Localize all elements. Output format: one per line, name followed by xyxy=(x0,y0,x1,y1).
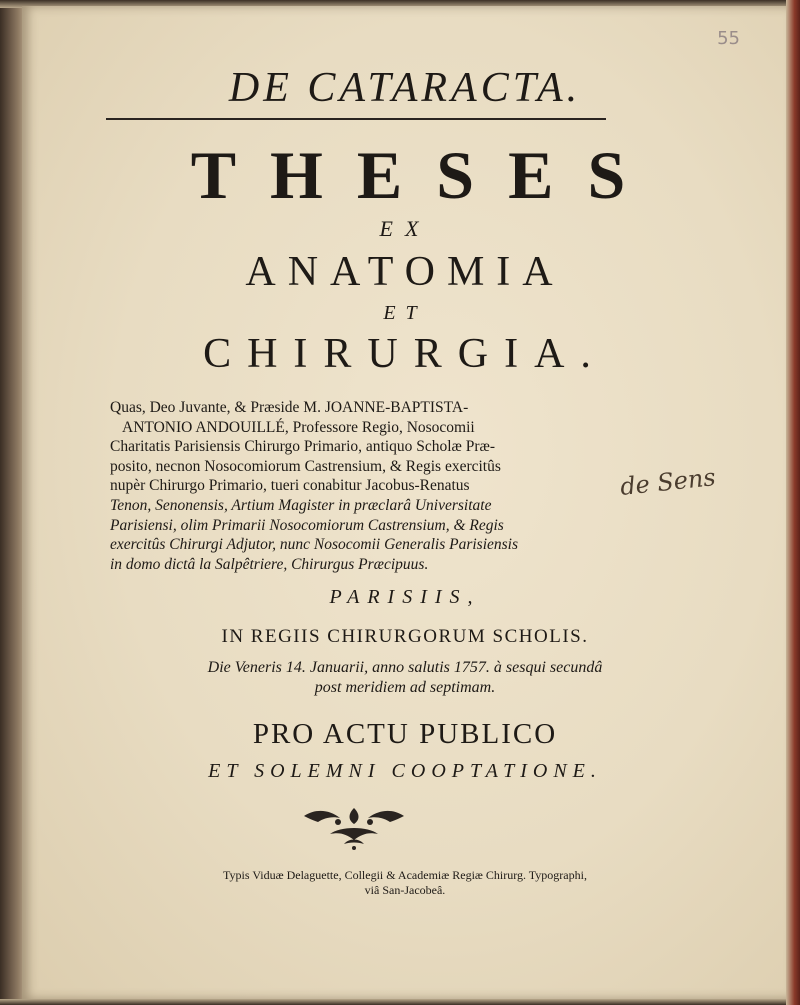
paragraph-line: Tenon, Senonensis, Artium Magister in præclarâ Universitate xyxy=(110,496,492,514)
imprint-line: Typis Viduæ Delaguette, Collegii & Academiæ Regiæ Chirurg. Typographi, xyxy=(223,868,587,882)
date-line: Die Veneris 14. Januarii, anno salutis 1757. à sesqui secundâ xyxy=(207,659,603,676)
handwritten-margin-note: de Sens xyxy=(618,463,717,501)
paragraph-line: nupèr Chirurgo Primario, tueri conabitur Jacobus-Renatus xyxy=(110,477,470,495)
title-theses: THESES xyxy=(190,137,660,213)
place-parisiis: PARISIIS, xyxy=(329,586,481,608)
paragraph-line: Charitatis Parisiensis Chirurgo Primario, antiquo Scholæ Præ- xyxy=(110,438,496,456)
paragraph-line: Quas, Deo Juvante, & Præside M. JOANNE-BAPTISTA- xyxy=(110,399,469,416)
fleuron-ornament-icon xyxy=(294,804,414,852)
paragraph-line: Parisiensi, olim Primarii Nosocomiorum Castrensium, & Regis xyxy=(110,516,504,534)
title-et: ET xyxy=(383,302,427,324)
date-block xyxy=(22,658,788,698)
title-chirurgia: CHIRURGIA. xyxy=(203,331,607,377)
printer-imprint xyxy=(22,868,788,898)
purpose-line-1: PRO ACTU PUBLICO xyxy=(252,718,558,750)
page-right-edge xyxy=(786,0,800,1005)
date-line: post meridiem ad septimam. xyxy=(314,679,496,696)
purpose-line-2: ET SOLEMNI COOPTATIONE. xyxy=(208,760,602,782)
title-page xyxy=(22,6,788,999)
paragraph-line: ANTONIO ANDOUILLÉ, Professore Regio, Nosocomii xyxy=(122,418,475,436)
title-anatomia: ANATOMIA xyxy=(245,249,565,295)
title-rule xyxy=(106,118,606,120)
title-ex: EX xyxy=(379,216,431,241)
folio-number: 55 xyxy=(717,28,740,49)
dedication-paragraph xyxy=(110,398,610,574)
paragraph-line: posito, necnon Nosocomiorum Castrensium, & Regis exercitûs xyxy=(110,457,501,475)
title-de-cataracta: DE CATARACTA. xyxy=(228,65,582,111)
imprint-line: viâ San-Jacobeâ. xyxy=(364,883,446,897)
paragraph-line: in domo dictâ la Salpêtriere, Chirurgus Præcipuus. xyxy=(110,555,429,573)
page-bottom-edge xyxy=(0,999,800,1005)
venue-line: IN REGIIS CHIRURGORUM SCHOLIS. xyxy=(221,626,589,647)
paragraph-line: exercitûs Chirurgi Adjutor, nunc Nosocomii Generalis Parisiensis xyxy=(110,536,519,554)
